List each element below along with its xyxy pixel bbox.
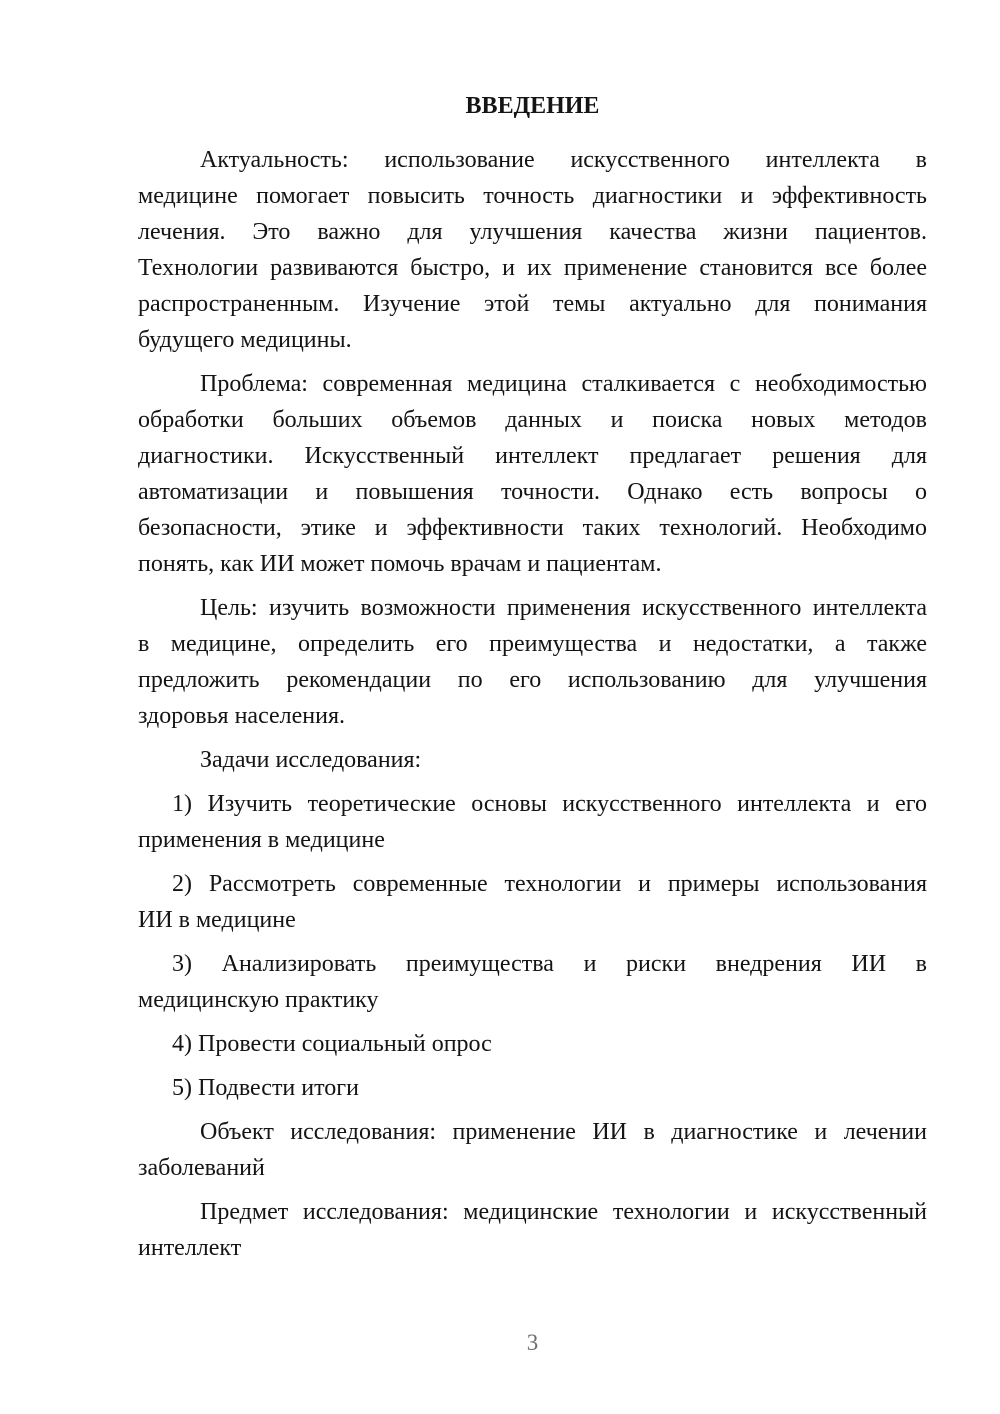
text-line: интеллект [138,1235,242,1261]
task-item-3 [138,946,927,1018]
text-line: медицине помогает повысить точность диагностики и эффективность [138,183,927,209]
text-line: Предмет исследования: медицинские технологии и искусственный [200,1199,927,1225]
text-line: 2) Рассмотреть современные технологии и примеры использования [172,871,927,897]
text-line: распространенным. Изучение этой темы актуально для понимания [138,291,927,317]
text-line: 5) Подвести итоги [172,1075,359,1101]
text-line: предложить рекомендации по его использованию для улучшения [138,667,927,693]
paragraph-research-object [138,1114,927,1186]
page-content [138,91,927,1274]
task-item-4 [138,1026,927,1062]
paragraph-relevance [138,142,927,358]
task-item-2 [138,866,927,938]
paragraph-problem [138,366,927,582]
text-line: здоровья населения. [138,703,346,729]
text-line: лечения. Это важно для улучшения качества жизни пациентов. [138,219,927,245]
text-line: ИИ в медицине [138,907,296,933]
paragraph-goal [138,590,927,734]
text-line: применения в медицине [138,827,385,853]
text-line: будущего медицины. [138,327,352,353]
text-line: медицинскую практику [138,987,379,1013]
text-line: 1) Изучить теоретические основы искусственного интеллекта и его [172,791,927,817]
text-line: в медицине, определить его преимущества и недостатки, а также [138,631,927,657]
text-line: заболеваний [138,1155,265,1181]
tasks-heading [138,742,927,778]
text-line: Задачи исследования: [200,747,422,773]
text-line: обработки больших объемов данных и поиска новых методов [138,407,927,433]
text-line: Актуальность: использование искусственного интеллекта в [200,147,927,173]
text-line: 3) Анализировать преимущества и риски внедрения ИИ в [172,951,927,977]
text-line: понять, как ИИ может помочь врачам и пациентам. [138,551,662,577]
section-title: ВВЕДЕНИЕ [465,93,600,119]
text-line: Проблема: современная медицина сталкивается с необходимостью [200,371,927,397]
task-item-5 [138,1070,927,1106]
text-line: Технологии развиваются быстро, и их применение становится все более [138,255,927,281]
text-line: 4) Провести социальный опрос [172,1031,492,1057]
text-line: Объект исследования: применение ИИ в диагностике и лечении [200,1119,927,1145]
paragraph-research-subject [138,1194,927,1266]
text-line: диагностики. Искусственный интеллект предлагает решения для [138,443,927,469]
text-line: Цель: изучить возможности применения искусственного интеллекта [200,595,927,621]
page-number: 3 [526,1330,539,1355]
task-item-1 [138,786,927,858]
text-line: безопасности, этике и эффективности таких технологий. Необходимо [138,515,927,541]
text-line: автоматизации и повышения точности. Однако есть вопросы о [138,479,927,505]
